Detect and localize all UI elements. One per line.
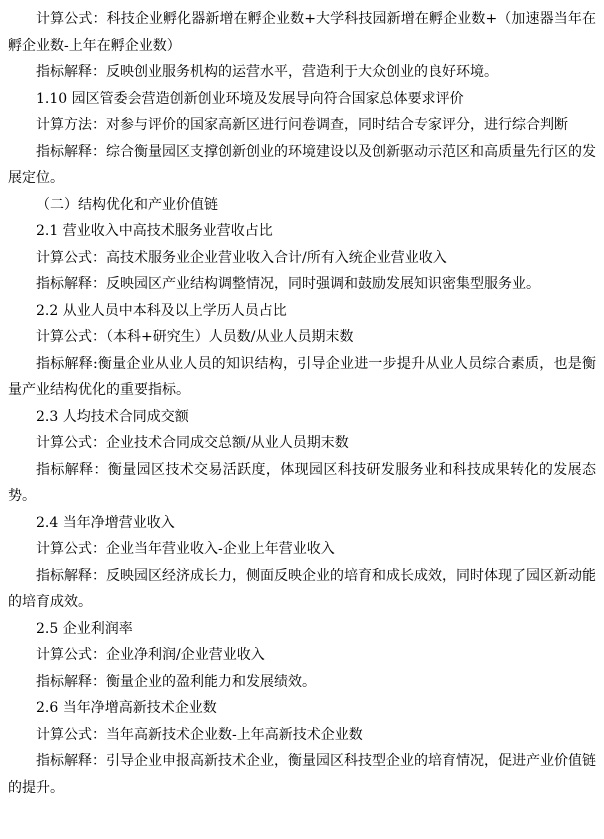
heading-2-4: 2.4 当年净增营业收入 — [36, 514, 175, 531]
paragraph-formula-incubator: 计算公式：科技企业孵化器新增在孵企业数+大学科技园新增在孵企业数+（加速器当年在孵企业数-上年在孵企业数） — [8, 11, 596, 54]
paragraph-method-1-10: 计算方法：对参与评价的国家高新区进行问卷调查，同时结合专家评分，进行综合判断 — [36, 117, 568, 133]
paragraph-explanation-2-3: 指标解释：衡量园区技术交易活跃度，体现园区科技研发服务业和科技成果转化的发展态势。 — [8, 461, 596, 504]
paragraph-formula-2-3: 计算公式：企业技术合同成交总额/从业人员期末数 — [36, 435, 349, 451]
paragraph-formula-2-2: 计算公式：（本科+研究生）人员数/从业人员期末数 — [36, 329, 354, 345]
paragraph-explanation-1-10: 指标解释：综合衡量园区支撑创新创业的环境建设以及创新驱动示范区和高质量先行区的发展定位。 — [8, 143, 596, 186]
paragraph-explanation-2-2: 指标解释:衡量企业从业人员的知识结构，引导企业进一步提升从业人员综合素质，也是衡量产业结构优化的重要指标。 — [8, 355, 596, 398]
heading-2-5: 2.5 企业利润率 — [36, 620, 133, 637]
paragraph-formula-2-1: 计算公式：高技术服务业企业营业收入合计/所有入统企业营业收入 — [36, 249, 447, 266]
paragraph-explanation-2-4: 指标解释：反映园区经济成长力，侧面反映企业的培育和成长成效，同时体现了园区新动能的培育成效。 — [8, 567, 596, 610]
heading-2-3: 2.3 人均技术合同成交额 — [36, 408, 189, 425]
paragraph-formula-2-5: 计算公式：企业净利润/企业营业收入 — [36, 647, 265, 663]
paragraph-explanation-2-5: 指标解释：衡量企业的盈利能力和发展绩效。 — [36, 673, 316, 690]
paragraph-formula-2-6: 计算公式：当年高新技术企业数-上年高新技术企业数 — [36, 726, 363, 743]
paragraph-explanation-incubator: 指标解释：反映创业服务机构的运营水平，营造利于大众创业的良好环境。 — [36, 64, 498, 80]
paragraph-formula-2-4: 计算公式：企业当年营业收入-企业上年营业收入 — [36, 541, 335, 557]
heading-2-6: 2.6 当年净增高新技术企业数 — [36, 700, 217, 716]
heading-2-2: 2.2 从业人员中本科及以上学历人员占比 — [36, 302, 287, 319]
heading-1-10: 1.10 园区管委会营造创新创业环境及发展导向符合国家总体要求评价 — [36, 90, 464, 107]
heading-2-1: 2.1 营业收入中高技术服务业营收占比 — [36, 223, 273, 239]
paragraph-explanation-2-6: 指标解释：引导企业申报高新技术企业，衡量园区科技型企业的培育情况，促进产业价值链的提升。 — [8, 753, 596, 796]
section-heading-structure: （二）结构优化和产业价值链 — [36, 196, 218, 213]
paragraph-explanation-2-1: 指标解释：反映园区产业结构调整情况，同时强调和鼓励发展知识密集型服务业。 — [36, 276, 540, 292]
